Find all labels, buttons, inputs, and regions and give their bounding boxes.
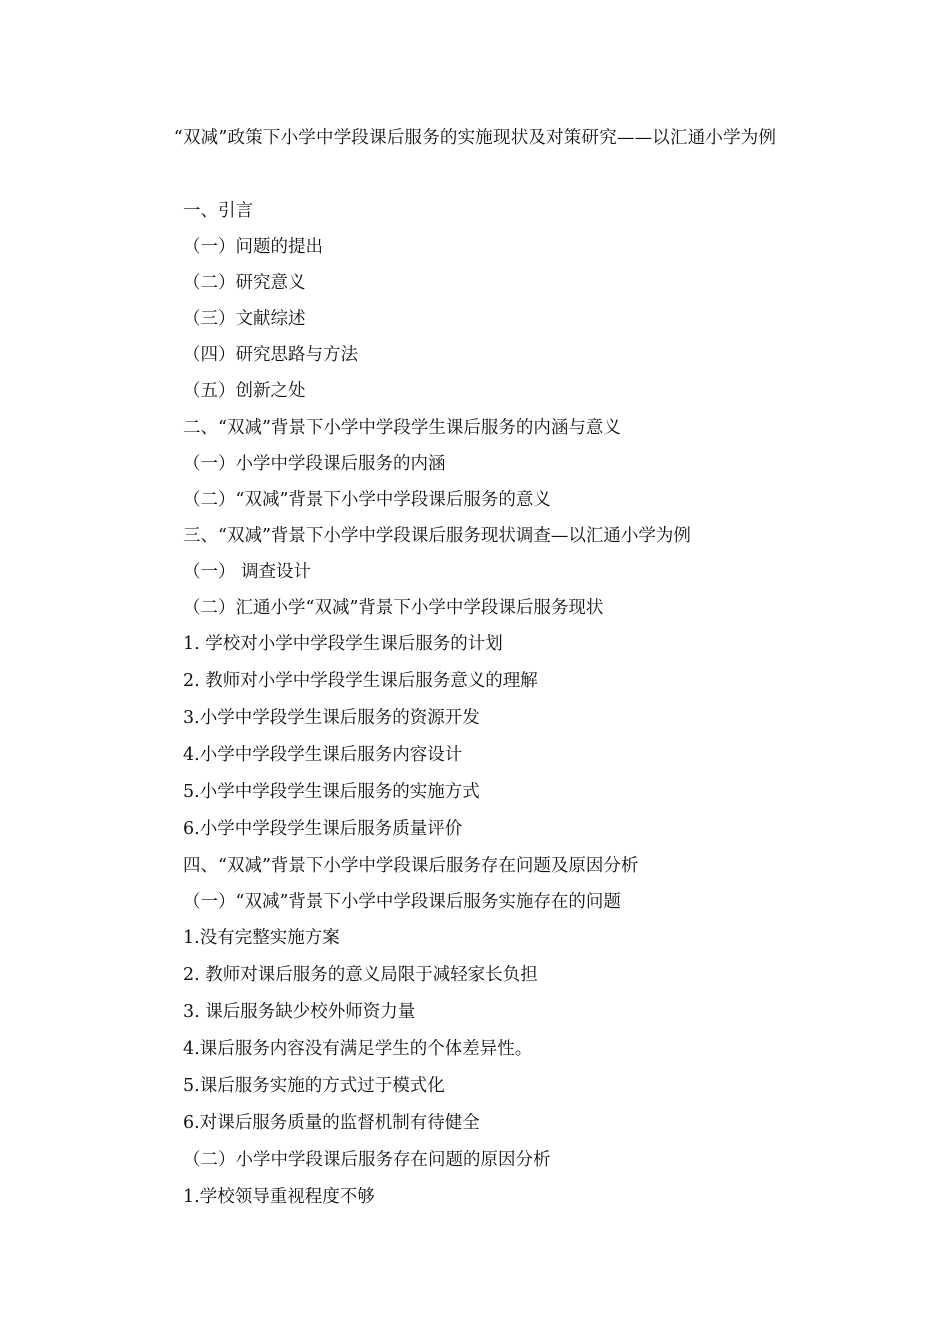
- toc-item: （一）小学中学段课后服务的内涵: [183, 453, 446, 474]
- toc-item: 1. 学校对小学中学段学生课后服务的计划: [183, 634, 503, 655]
- toc-item: 三、“双减”背景下小学中学段课后服务现状调查—以汇通小学为例: [183, 525, 691, 546]
- toc-item: （一） 调查设计: [183, 561, 312, 582]
- toc-item: 4.小学中学段学生课后服务内容设计: [183, 745, 463, 766]
- toc-item: 1.没有完整实施方案: [183, 928, 340, 949]
- toc-item: 5.小学中学段学生课后服务的实施方式: [183, 782, 480, 803]
- toc-item: 1.学校领导重视程度不够: [183, 1187, 375, 1208]
- toc-item: （五）创新之处: [183, 381, 306, 402]
- toc-item: （二）“双减”背景下小学中学段课后服务的意义: [183, 489, 551, 510]
- toc-item: 二、“双减”背景下小学中学段学生课后服务的内涵与意义: [183, 417, 621, 438]
- toc-item: （一）“双减”背景下小学中学段课后服务实施存在的问题: [183, 892, 621, 913]
- toc-item: 四、“双减”背景下小学中学段课后服务存在问题及原因分析: [183, 856, 639, 877]
- toc-item: （四）研究思路与方法: [183, 345, 358, 366]
- toc-item: 2. 教师对课后服务的意义局限于减轻家长负担: [183, 965, 538, 986]
- document-title: “双减”政策下小学中学段课后服务的实施现状及对策研究——以汇通小学为例: [173, 128, 777, 148]
- toc-item: （二）汇通小学“双减”背景下小学中学段课后服务现状: [183, 598, 604, 619]
- toc-item: （二）小学中学段课后服务存在问题的原因分析: [183, 1150, 551, 1171]
- toc-item: 一、引言: [183, 201, 253, 221]
- toc-item: 2. 教师对小学中学段学生课后服务意义的理解: [183, 671, 538, 692]
- toc-item: 6.对课后服务质量的监督机制有待健全: [183, 1113, 480, 1134]
- toc-item: （一）问题的提出: [183, 237, 323, 258]
- toc-item: 4.课后服务内容没有满足学生的个体差异性。: [183, 1039, 533, 1060]
- toc-item: 3. 课后服务缺少校外师资力量: [183, 1002, 416, 1023]
- table-of-contents: [183, 196, 883, 1219]
- toc-item: 6.小学中学段学生课后服务质量评价: [183, 819, 463, 840]
- toc-item: （二）研究意义: [183, 273, 306, 294]
- toc-item: 5.课后服务实施的方式过于模式化: [183, 1076, 445, 1097]
- toc-item: 3.小学中学段学生课后服务的资源开发: [183, 708, 480, 729]
- toc-item: （三）文献综述: [183, 309, 306, 330]
